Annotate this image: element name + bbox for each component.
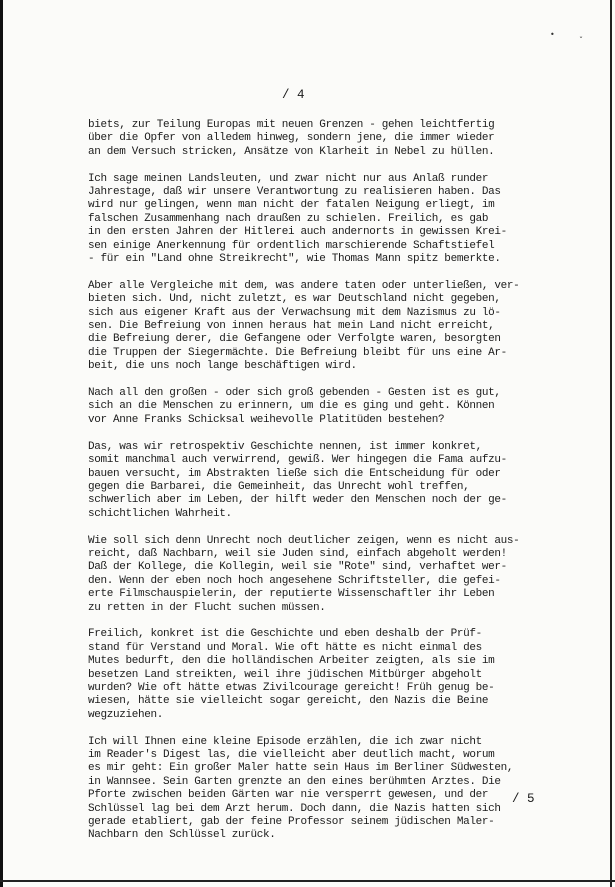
text-line: - für ein "Land ohne Streikrecht", wie Thomas Mann spitz bemerkte.: [88, 253, 501, 266]
text-line: Aber alle Vergleiche mit dem, was andere taten oder unterließen, ver-: [88, 279, 520, 292]
text-line: schwerlich aber im Leben, der hilft weder den Menschen noch der ge-: [88, 494, 507, 507]
text-line: bieten sich. Und, nicht zuletzt, es war Deutschland nicht gegeben,: [88, 293, 501, 306]
text-line: in Wannsee. Sein Garten grenzte an den eines berühmten Arztes. Die: [88, 775, 501, 788]
next-page-marker: / 5: [512, 792, 535, 806]
paragraph: [88, 736, 558, 843]
body-text: [88, 119, 558, 856]
text-line: wurden? Wie oft hätte etwas Zivilcourage gereicht! Früh genug be-: [88, 681, 495, 694]
text-line: Pforte zwischen beiden Gärten war nie versperrt gewesen, und der: [88, 789, 489, 802]
text-line: die Befreiung derer, die Gefangene oder Verfolgte waren, besorgten: [88, 333, 501, 346]
paragraph: [88, 628, 558, 722]
text-line: gerade etabliert, gab der feine Professor seinem jüdischen Maler-: [88, 816, 495, 829]
text-line: beit, die uns noch lange beschäftigen wird.: [88, 360, 357, 373]
paragraph: [88, 535, 558, 615]
paragraph: [88, 119, 558, 159]
paragraph: [88, 441, 558, 521]
text-line: Das, was wir retrospektiv Geschichte nennen, ist immer konkret,: [88, 440, 482, 453]
text-line: Schlüssel lag bei dem Arzt herum. Doch dann, die Nazis hatten sich: [88, 802, 501, 815]
text-line: Ich sage meinen Landsleuten, und zwar nicht nur aus Anlaß runder: [88, 172, 489, 185]
text-line: den. Wenn der eben noch hoch angesehene Schriftsteller, die gefei-: [88, 574, 501, 587]
text-line: wird nur gelingen, wenn man nicht der fatalen Neigung erliegt, im: [88, 199, 495, 212]
text-line: bauen versucht, im Abstrakten ließe sich die Entscheidung für oder: [88, 467, 501, 480]
text-line: Mutes bedurft, den die holländischen Arbeiter zeigten, als sie im: [88, 655, 495, 668]
text-line: sen einige Anerkennung für ordentlich marschierende Schaftstiefel: [88, 239, 495, 252]
text-line: an dem Versuch stricken, Ansätze von Klarheit in Nebel zu hüllen.: [88, 145, 495, 158]
text-line: besetzen Land streikten, weil ihre jüdischen Mitbürger abgeholt: [88, 668, 482, 681]
text-line: gegen die Barbarei, die Gemeinheit, das Unrecht wohl treffen,: [88, 480, 470, 493]
text-line: vor Anne Franks Schicksal weihevolle Platitüden bestehen?: [88, 413, 445, 426]
text-line: es mir geht: Ein großer Maler hatte sein Haus im Berliner Südwesten,: [88, 762, 514, 775]
text-line: zu retten in der Flucht suchen müssen.: [88, 601, 326, 614]
text-line: Jahrestage, daß wir unsere Verantwortung zu realisieren haben. Das: [88, 186, 501, 199]
page-number: / 4: [282, 88, 305, 102]
text-line: die Truppen der Siegermächte. Die Befreiung bleibt für uns eine Ar-: [88, 346, 507, 359]
text-line: Ich will Ihnen eine kleine Episode erzählen, die ich zwar nicht: [88, 735, 482, 748]
text-line: sen. Die Befreiung von innen heraus hat mein Land nicht erreicht,: [88, 320, 495, 333]
text-line: reicht, daß Nachbarn, weil sie Juden sind, einfach abgeholt werden!: [88, 547, 507, 560]
text-line: biets, zur Teilung Europas mit neuen Grenzen - gehen leichtfertig: [88, 119, 495, 131]
text-line: stand für Verstand und Moral. Wie oft hätte es nicht einmal des: [88, 641, 482, 654]
text-line: somit manchmal auch verwirrend, gewiß. Wer hingegen die Fama aufzu-: [88, 454, 507, 467]
paragraph: [88, 173, 558, 267]
text-line: schichtlichen Wahrheit.: [88, 507, 232, 520]
text-line: sich an die Menschen zu erinnern, um die es ging und geht. Können: [88, 400, 495, 413]
text-line: im Reader's Digest las, die vielleicht aber deutlich macht, worum: [88, 748, 495, 761]
text-line: Freilich, konkret ist die Geschichte und eben deshalb der Prüf-: [88, 628, 482, 641]
text-line: Nachbarn den Schlüssel zurück.: [88, 829, 276, 842]
paragraph: [88, 387, 558, 427]
scan-speck: •: [550, 30, 555, 39]
text-line: Wie soll sich denn Unrecht noch deutlicher zeigen, wenn es nicht aus-: [88, 534, 520, 547]
text-line: in den ersten Jahren der Hitlerei auch andernorts in gewissen Krei-: [88, 226, 507, 239]
text-line: wiesen, hätte sie vielleicht sogar gereicht, den Nazis die Beine: [88, 695, 489, 708]
text-line: falschen Zusammenhang nach draußen zu schielen. Freilich, es gab: [88, 212, 489, 225]
text-line: über die Opfer von alledem hinweg, sondern jene, die immer wieder: [88, 132, 495, 145]
scan-speck: ˇ: [579, 36, 583, 45]
scan-edge-left: [0, 0, 3, 887]
text-line: Daß der Kollege, die Kollegin, weil sie "Rote" sind, verhaftet wer-: [88, 561, 507, 574]
text-line: Nach all den großen - oder sich groß gebenden - Gesten ist es gut,: [88, 387, 501, 400]
text-line: sich aus eigener Kraft aus der Verwachsung mit dem Nazismus zu lö-: [88, 306, 501, 319]
text-line: wegzuziehen.: [88, 708, 164, 721]
scan-edge-right: [610, 0, 612, 887]
scan-edge-bottom: [0, 880, 615, 882]
text-line: erte Filmschauspielerin, der reputierte Wissenschaftler ihr Leben: [88, 588, 495, 601]
paragraph: [88, 280, 558, 374]
